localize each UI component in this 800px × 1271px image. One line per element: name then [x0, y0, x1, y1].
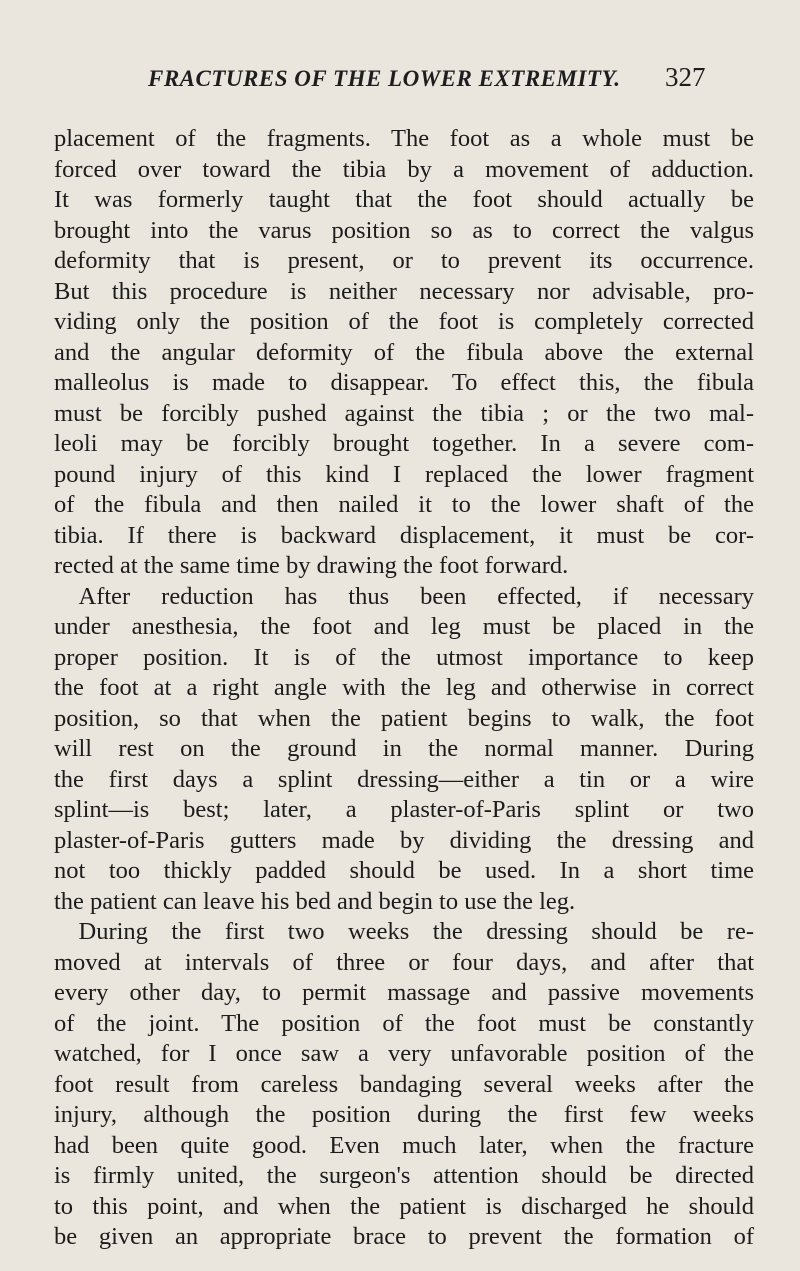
text-line: be given an appropriate brace to prevent the formation of: [54, 1223, 754, 1250]
text-line: After reduction has thus been effected, if necessary: [78, 582, 754, 610]
text-line: had been quite good. Even much later, when the fracture: [54, 1131, 754, 1159]
page-number: 327: [665, 62, 706, 92]
text-line: rected at the same time by drawing the foot forward.: [54, 552, 569, 579]
text-line: proper position. It is of the utmost importance to keep: [54, 643, 754, 671]
text-line: brought into the varus position so as to correct the valgus: [54, 216, 754, 244]
text-line: But this procedure is neither necessary nor advisable, pro-: [54, 277, 754, 305]
text-line: viding only the position of the foot is completely corrected: [54, 308, 754, 335]
text-line: pound injury of this kind I replaced the lower fragment: [54, 460, 754, 488]
text-line: watched, for I once saw a very unfavorable position of the: [54, 1040, 754, 1067]
text-line: must be forcibly pushed against the tibia ; or the two mal-: [54, 399, 754, 427]
text-line: It was formerly taught that the foot should actually be: [54, 186, 754, 213]
text-line: not too thickly padded should be used. In a short time: [54, 857, 754, 884]
text-line: under anesthesia, the foot and leg must be placed in the: [54, 613, 754, 640]
body-text: [54, 124, 754, 1253]
text-line: splint—is best; later, a plaster-of-Paris splint or two: [54, 796, 754, 823]
text-line: position, so that when the patient begins to walk, the foot: [54, 704, 754, 732]
text-line: plaster-of-Paris gutters made by dividing the dressing and: [54, 826, 754, 854]
text-line: the first days a splint dressing—either a tin or a wire: [54, 765, 754, 793]
text-line: to this point, and when the patient is discharged he should: [54, 1192, 754, 1220]
text-line: tibia. If there is backward displacement, it must be cor-: [54, 521, 754, 549]
text-line: will rest on the ground in the normal manner. During: [54, 735, 754, 762]
text-line: and the angular deformity of the fibula above the external: [54, 338, 754, 366]
text-line: malleolus is made to disappear. To effect this, the fibula: [54, 369, 754, 396]
text-line: of the joint. The position of the foot must be constantly: [54, 1009, 754, 1037]
text-line: moved at intervals of three or four days, and after that: [54, 948, 754, 976]
text-line: of the fibula and then nailed it to the lower shaft of the: [54, 491, 754, 518]
text-line: the foot at a right angle with the leg and otherwise in correct: [54, 674, 754, 701]
text-line: foot result from careless bandaging several weeks after the: [54, 1070, 754, 1098]
text-line: forced over toward the tibia by a movement of adduction.: [54, 155, 754, 183]
text-line: deformity that is present, or to prevent its occurrence.: [54, 247, 754, 274]
text-line: every other day, to permit massage and passive movements: [54, 979, 754, 1006]
running-head: FRACTURES OF THE LOWER EXTREMITY.: [148, 66, 621, 91]
text-line: placement of the fragments. The foot as a whole must be: [54, 125, 754, 152]
text-line: is firmly united, the surgeon's attention should be directed: [54, 1162, 754, 1189]
text-line: the patient can leave his bed and begin to use the leg.: [54, 887, 576, 915]
text-line: During the first two weeks the dressing should be re-: [78, 918, 754, 945]
text-line: leoli may be forcibly brought together. In a severe com-: [54, 430, 754, 457]
text-line: injury, although the position during the first few weeks: [54, 1101, 754, 1128]
